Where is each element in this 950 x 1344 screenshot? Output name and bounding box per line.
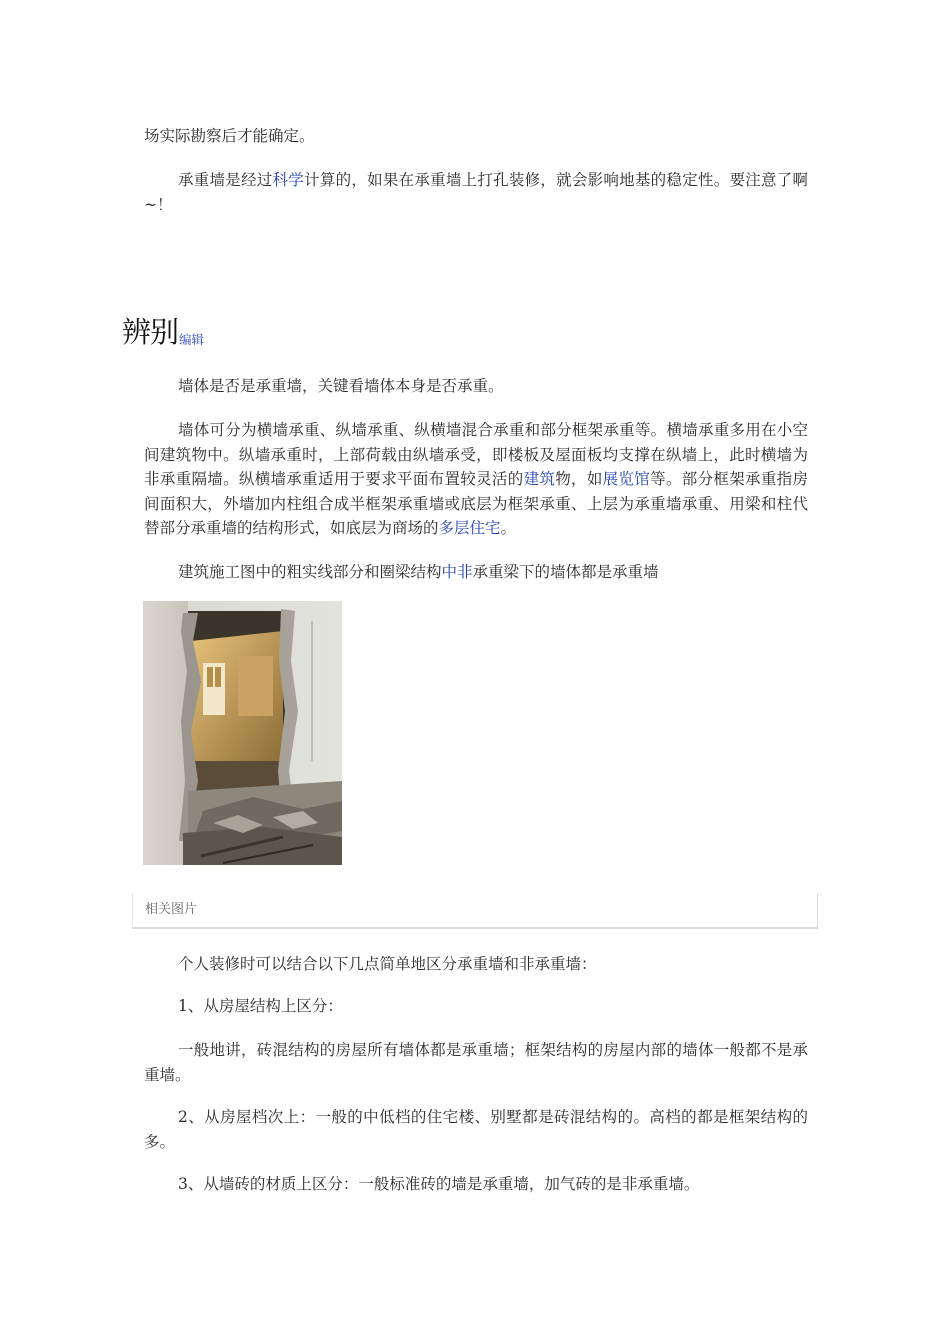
section-paragraph-4: 个人装修时可以结合以下几点简单地区分承重墙和非承重墙： [178,955,597,973]
section-paragraph-6: 一般地讲，砖混结构的房屋所有墙体都是承重墙；框架结构的房屋内部的墙体一般都不是承重墙。 [144,1041,808,1084]
text-span: 。 [500,519,517,537]
text-span: 墙体可分为横墙承重、纵墙承重、纵横墙混合承重和部分框架承重等。横墙承重多用在小空间建筑物中。纵墙承重时，上部荷载由纵墙承受，即楼板及屋面板均支撑在纵墙上，此时横墙为非承重隔墙。纵横墙承重适用于要求平面布置较灵活的 [144,421,808,488]
intro-paragraph-1: 场实际勘察后才能确定。 [144,127,315,145]
section-paragraph-1: 墙体是否是承重墙，关键看墙体本身是否承重。 [178,377,504,395]
section-paragraph-5: 1、从房屋结构上区分： [178,997,343,1015]
intro-paragraph-2 [144,168,808,217]
text-span: 计算的，如果在承重墙上打孔装修，就会影响地基的稳定性。要注意了啊~！ [144,171,808,214]
image-caption-box [132,893,818,929]
edit-link[interactable]: 编辑 [179,332,205,347]
text-span: 承重墙是经过 [178,171,273,189]
section-title: 辨别 [122,315,179,349]
text-span: 建筑施工图中的粗实线部分和圈梁结构 [178,563,442,581]
text-span: 等。部分框架承重指房间面积大，外墙加内柱组合成半框架承重墙或底层为框架承重、上层为承重墙承重、用梁和柱代替部分承重墙的结构形式，如底层为商场的 [144,470,808,537]
link-multistory-residence[interactable]: 多层住宅 [438,519,501,537]
link-building[interactable]: 建筑 [523,470,556,488]
text-span: 承重梁下的墙体都是承重墙 [472,563,659,581]
section-paragraph-2 [144,418,808,541]
wall-demolition-photo[interactable] [143,601,342,865]
link-zhongfei[interactable]: 中非 [441,563,473,581]
section-heading [122,314,204,350]
link-science[interactable]: 科学 [272,171,305,189]
section-paragraph-8: 3、从墙砖的材质上区分：一般标准砖的墙是承重墙，加气砖的是非承重墙。 [178,1175,700,1193]
section-paragraph-7: 2、从房屋档次上：一般的中低档的住宅楼、别墅都是砖混结构的。高档的都是框架结构的多。 [144,1108,808,1151]
section-paragraph-3 [144,560,808,585]
link-exhibition-hall[interactable]: 展览馆 [602,470,651,488]
text-span: 物，如 [555,470,603,488]
photo-illustration [143,601,342,865]
image-caption[interactable]: 相关图片 [145,902,198,917]
